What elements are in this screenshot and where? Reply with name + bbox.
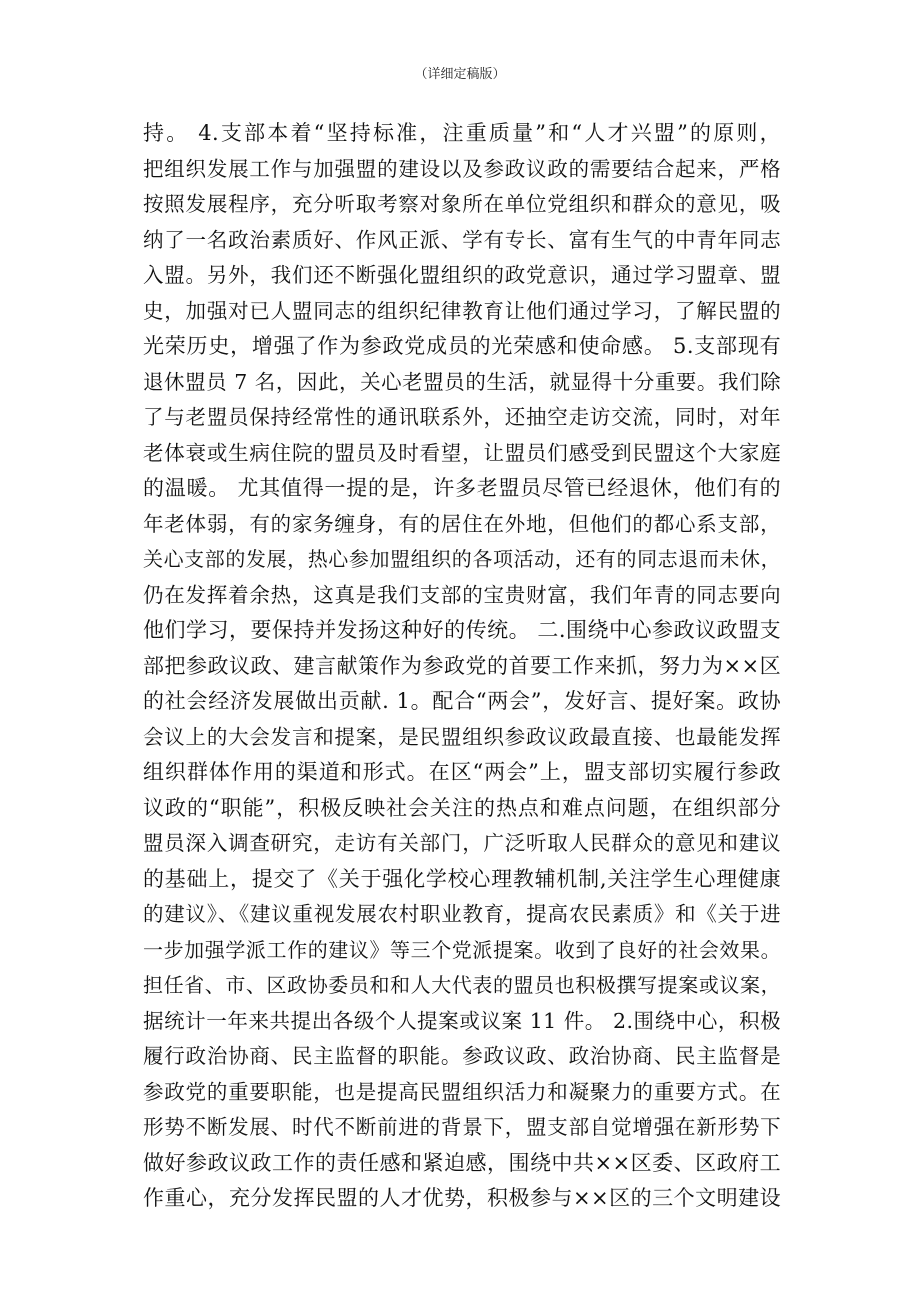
text-line: 他们学习，要保持并发扬这种好的传统。 二.围绕中心参政议政盟支 <box>143 618 781 642</box>
text-line: 盟员深入调查研究，走访有关部门，广泛听取人民群众的意见和建议 <box>143 831 781 855</box>
text-line: 组织群体作用的渠道和形式。在区“两会”上，盟支部切实履行参政 <box>143 760 781 784</box>
text-line: 担任省、市、区政协委员和和人大代表的盟员也积极撰写提案或议案， <box>143 973 781 997</box>
text-line: 的社会经济发展做出贡献. 1。配合“两会”，发好言、提好案。政协 <box>143 689 781 713</box>
text-line: 做好参政议政工作的责任感和紧迫感，围绕中共××区委、区政府工 <box>143 1150 781 1175</box>
text-line: 史，加强对已人盟同志的组织纪律教育让他们通过学习，了解民盟的 <box>143 298 781 323</box>
text-line: 仍在发挥着余热，这真是我们支部的宝贵财富，我们年青的同志要向 <box>143 582 781 607</box>
text-line: 光荣历史，增强了作为参政党成员的光荣感和使命感。 5.支部现有 <box>143 334 781 358</box>
text-line: 议政的“职能”，积极反映社会关注的热点和难点问题，在组织部分 <box>143 795 781 820</box>
text-line: 年老体弱，有的家务缠身，有的居住在外地，但他们的都心系支部， <box>143 511 781 536</box>
text-line: 按照发展程序，充分听取考察对象所在单位党组织和群众的意见，吸 <box>143 192 781 216</box>
page-header: （详细定稿版） <box>414 67 506 82</box>
text-line: 作重心，充分发挥民盟的人才优势，积极参与××区的三个文明建设 <box>143 1186 781 1210</box>
text-line: 的建议》、《建议重视发展农村职业教育，提高农民素质》和《关于进 <box>143 902 781 926</box>
text-line: 的温暖。 尤其值得一提的是，许多老盟员尽管已经退休，他们有的 <box>143 476 781 500</box>
text-line: 纳了一名政治素质好、作风正派、学有专长、富有生气的中青年同志 <box>143 227 781 252</box>
text-line: 了与老盟员保持经常性的通讯联系外，还抽空走访交流，同时，对年 <box>143 405 781 429</box>
text-line: 一步加强学派工作的建议》等三个党派提案。收到了良好的社会效果。 <box>143 937 781 962</box>
text-line: 老体衰或生病住院的盟员及时看望，让盟员们感受到民盟这个大家庭 <box>143 440 781 465</box>
text-line: 入盟。另外，我们还不断强化盟组织的政党意识，通过学习盟章、盟 <box>143 263 781 287</box>
text-line: 持。 4.支部本着“坚持标准，注重质量”和“人才兴盟”的原则， <box>143 121 781 145</box>
text-line: 部把参政议政、建言献策作为参政党的首要工作来抓，努力为××区 <box>143 653 781 678</box>
text-line: 把组织发展工作与加强盟的建设以及参政议政的需要结合起来，严格 <box>143 156 781 181</box>
text-line: 履行政治协商、民主监督的职能。参政议政、政治协商、民主监督是 <box>143 1044 781 1068</box>
text-line: 退休盟员 7 名，因此，关心老盟员的生活，就显得十分重要。我们除 <box>143 369 781 394</box>
text-line: 会议上的大会发言和提案，是民盟组织参政议政最直接、也最能发挥 <box>143 724 781 749</box>
body-text <box>143 116 781 1217</box>
text-line: 参政党的重要职能，也是提高民盟组织活力和凝聚力的重要方式。在 <box>143 1079 781 1104</box>
text-line: 形势不断发展、时代不断前进的背景下，盟支部自觉增强在新形势下 <box>143 1115 781 1139</box>
text-line: 的基础上，提交了《关于强化学校心理教辅机制,关注学生心理健康 <box>143 866 781 891</box>
text-line: 关心支部的发展，热心参加盟组织的各项活动，还有的同志退而未休， <box>143 547 781 571</box>
text-line: 据统计一年来共提出各级个人提案或议案 11 件。 2.围绕中心，积极 <box>143 1008 781 1033</box>
